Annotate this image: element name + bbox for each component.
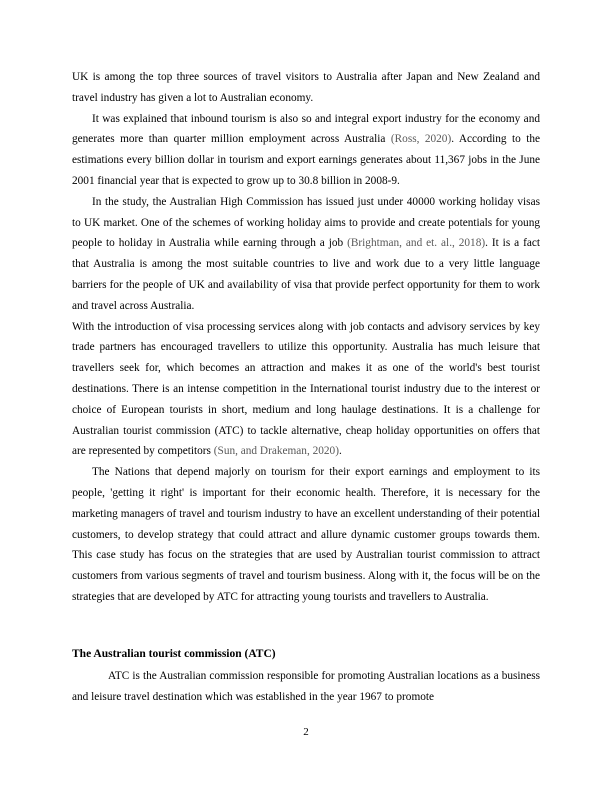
citation-ross: (Ross, 2020): [390, 133, 452, 146]
paragraph-1: UK is among the top three sources of travel visitors to Australia after Japan and New Zealand and travel industry has given a lot to Australian economy.: [72, 71, 540, 104]
paragraph-3-text-end: . It is a fact that Australia is among the most suitable countries to live and work due to a very little language barriers for the people of UK and availability of visa that provide perfect opportunity for them to work and travel across Australia.: [72, 237, 540, 312]
paragraph-2: [72, 109, 540, 192]
paragraph-2-text: It was explained that inbound tourism is also so and integral export industry for the economy and generates more than quarter million employment across Australia: [72, 112, 540, 146]
paragraph-4: [72, 317, 540, 463]
paragraph-4-text: With the introduction of visa processing services along with job contacts and advisory services by key trade partners has encouraged travellers to utilize this opportunity. Australia has much leisure that travellers seek for, which becomes an attraction and makes it as one of the world's best tourist destinations. There is an intense competition in the International tourist industry due to the interest or choice of European tourists in short, medium and long haulage destinations. It is a challenge for Australian tourist commission (ATC) to tackle alternative, cheap holiday opportunities on offers that are represented by competitors: [72, 320, 540, 458]
citation-sun-drakeman: (Sun, and Drakeman, 2020): [213, 445, 339, 458]
section-heading: The Australian tourist commission (ATC): [72, 648, 276, 660]
paragraph-4-text-end: .: [338, 445, 342, 458]
paragraph-2-text-end: . According to the estimations every billion dollar in tourism and export earnings generates about 11,367 jobs in the June 2001 financial year that is expected to grow up to 30.8 billion in 2008-9.: [72, 133, 540, 187]
paragraph-5: The Nations that depend majorly on tourism for their export earnings and employment to its people, 'getting it right' is important for their economic health. Therefore, it is necessary for the marketing managers of travel and tourism industry to have an excellent understanding of their potential customers, to develop strategy that could attract and allure dynamic customer groups towards them. This case study has focus on the strategies that are used by Australian tourist commission to attract customers from various segments of travel and tourism business. Along with it, the focus will be on the strategies that are developed by ATC for attracting young tourists and travellers to Australia.: [72, 466, 540, 603]
page-number: 2: [303, 726, 309, 738]
body-text-upper: [72, 67, 540, 608]
paragraph-3-text: In the study, the Australian High Commission has issued just under 40000 working holiday visas to UK market. One of the schemes of working holiday aims to provide and create potentials for young people to holiday in Australia while earning through a job: [72, 195, 540, 250]
body-text-lower: [72, 666, 540, 708]
paragraph-6: ATC is the Australian commission responsible for promoting Australian locations as a business and leisure travel destination which was established in the year 1967 to promote: [72, 670, 540, 703]
paragraph-3: [72, 192, 540, 317]
citation-brightman: (Brightman, and et. al., 2018): [347, 237, 486, 250]
